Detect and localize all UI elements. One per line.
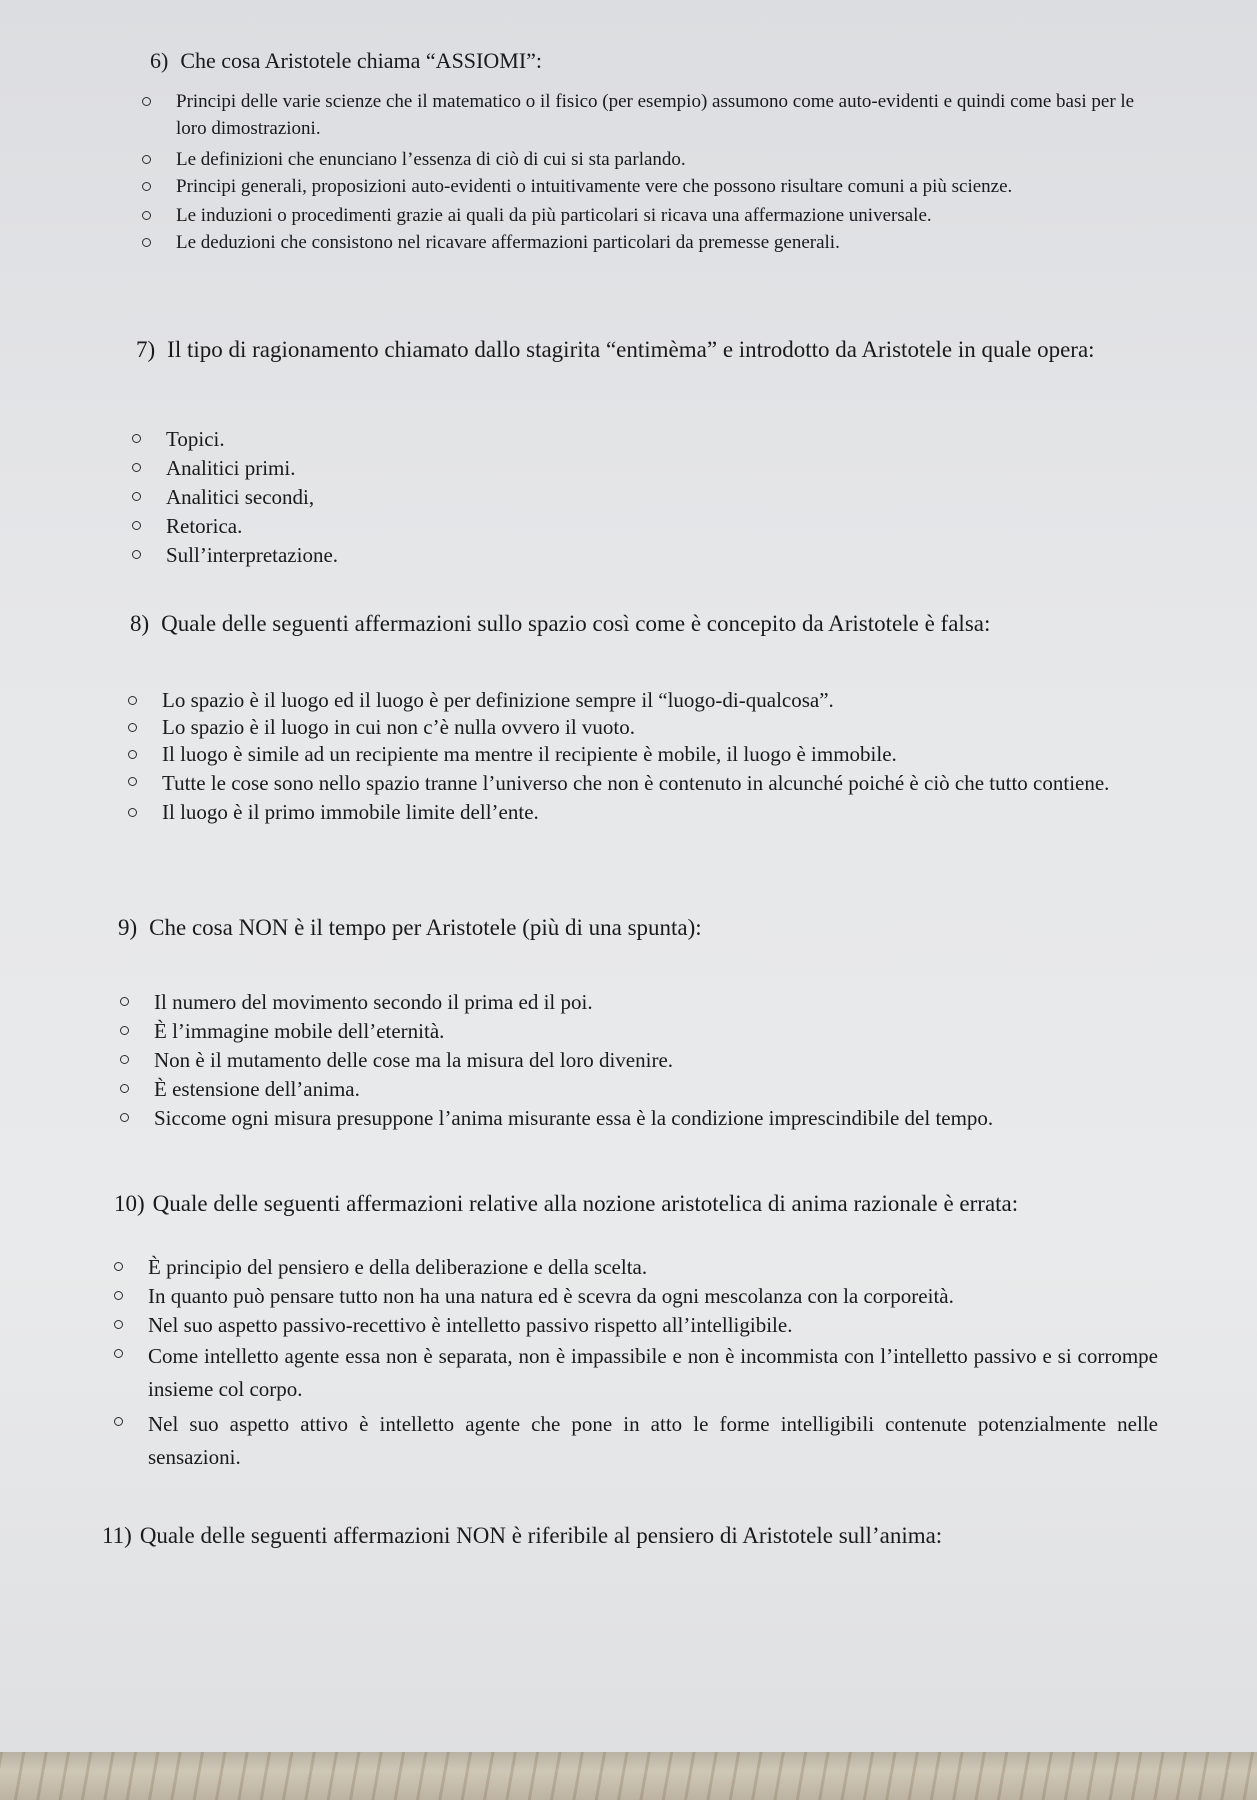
option-item[interactable]: [128, 425, 728, 454]
question-6-options: [138, 88, 1148, 256]
option-item[interactable]: [138, 146, 1148, 173]
option-text: È principio del pensiero e della deliberazione e della scelta.: [148, 1255, 648, 1279]
option-item[interactable]: [110, 1253, 1160, 1282]
option-item[interactable]: [128, 512, 728, 541]
question-9-options: [116, 988, 1156, 1133]
option-text: Retorica.: [166, 514, 243, 538]
option-text: Le definizioni che enunciano l’essenza di ciò di cui si sta parlando.: [176, 149, 686, 170]
radio-circle-icon[interactable]: [132, 434, 141, 443]
option-text: Nel suo aspetto passivo-recettivo è intelletto passivo rispetto all’intelligibile.: [148, 1313, 793, 1337]
option-text: Siccome ogni misura presuppone l’anima misurante essa è la condizione imprescindibile del tempo.: [154, 1106, 994, 1130]
radio-circle-icon[interactable]: [120, 1026, 129, 1035]
option-text: Il luogo è simile ad un recipiente ma mentre il recipiente è mobile, il luogo è immobile.: [162, 742, 897, 766]
radio-circle-icon[interactable]: [128, 696, 137, 705]
question-text: Che cosa NON è il tempo per Aristotele (più di una spunta):: [149, 915, 702, 940]
question-number: 11): [102, 1523, 132, 1548]
question-9-heading: [118, 914, 702, 942]
radio-circle-icon[interactable]: [132, 550, 141, 559]
radio-circle-icon[interactable]: [114, 1417, 123, 1426]
option-text: È estensione dell’anima.: [154, 1077, 360, 1101]
option-item[interactable]: [124, 799, 1144, 826]
question-8-heading: [130, 610, 990, 638]
radio-circle-icon[interactable]: [142, 211, 151, 220]
option-item[interactable]: [124, 714, 1144, 741]
radio-circle-icon[interactable]: [132, 492, 141, 501]
radio-circle-icon[interactable]: [128, 808, 137, 817]
question-text: Quale delle seguenti affermazioni NON è riferibile al pensiero di Aristotele sull’anima:: [139, 1523, 943, 1548]
option-item[interactable]: [116, 988, 1156, 1017]
option-item[interactable]: [116, 1046, 1156, 1075]
option-item[interactable]: [138, 229, 1148, 256]
question-11-heading: [102, 1522, 942, 1550]
radio-circle-icon[interactable]: [120, 1084, 129, 1093]
question-text: Che cosa Aristotele chiama “ASSIOMI”:: [180, 48, 543, 73]
option-text: Analitici primi.: [166, 456, 296, 480]
radio-circle-icon[interactable]: [128, 723, 137, 732]
option-item[interactable]: [124, 741, 1144, 768]
option-item[interactable]: [138, 88, 1148, 142]
option-item[interactable]: [128, 454, 728, 483]
option-item[interactable]: [128, 483, 728, 512]
radio-circle-icon[interactable]: [142, 97, 151, 106]
radio-circle-icon[interactable]: [114, 1291, 123, 1300]
question-number: 6): [150, 48, 169, 73]
option-text: Principi generali, proposizioni auto-evidenti o intuitivamente vere che possono risultare comuni a più scienze.: [176, 176, 1013, 197]
option-item[interactable]: [116, 1017, 1156, 1046]
option-item[interactable]: [124, 768, 1144, 799]
option-item[interactable]: [110, 1282, 1160, 1311]
option-text: Analitici secondi,: [166, 485, 315, 509]
radio-circle-icon[interactable]: [142, 155, 151, 164]
option-text: Le induzioni o procedimenti grazie ai quali da più particolari si ricava una affermazione universale.: [176, 205, 932, 226]
option-item[interactable]: [124, 687, 1144, 714]
radio-circle-icon[interactable]: [114, 1349, 123, 1358]
question-6-heading: [150, 48, 542, 74]
question-7-options: [128, 425, 728, 570]
option-text: Topici.: [166, 427, 225, 451]
option-item[interactable]: [110, 1408, 1160, 1474]
option-text: È l’immagine mobile dell’eternità.: [154, 1019, 445, 1043]
option-text: Lo spazio è il luogo ed il luogo è per definizione sempre il “luogo-di-qualcosa”.: [162, 688, 834, 712]
question-text: Il tipo di ragionamento chiamato dallo stagirita “entimèma” e introdotto da Aristotele in quale opera:: [167, 337, 1095, 362]
option-text: Il luogo è il primo immobile limite dell’ente.: [162, 800, 539, 824]
question-8-options: [124, 687, 1144, 826]
question-number: 10): [114, 1191, 145, 1216]
question-10-heading: [114, 1190, 1018, 1218]
option-item[interactable]: [116, 1075, 1156, 1104]
radio-circle-icon[interactable]: [132, 463, 141, 472]
question-number: 9): [118, 915, 138, 940]
question-number: 7): [136, 337, 156, 362]
option-text: Tutte le cose sono nello spazio tranne l’universo che non è contenuto in alcunché poiché è ciò che tutto contiene.: [162, 771, 1110, 795]
question-text: Quale delle seguenti affermazioni sullo spazio così come è concepito da Aristotele è falsa:: [161, 611, 991, 636]
option-text: Le deduzioni che consistono nel ricavare affermazioni particolari da premesse generali.: [176, 232, 840, 253]
option-text: Principi delle varie scienze che il matematico o il fisico (per esempio) assumono come auto-evidenti e quindi come basi per le loro dimostrazioni.: [176, 91, 1135, 139]
option-item[interactable]: [110, 1311, 1160, 1340]
question-7-heading: [136, 336, 1095, 364]
option-text: Lo spazio è il luogo in cui non c’è nulla ovvero il vuoto.: [162, 715, 635, 739]
question-text: Quale delle seguenti affermazioni relative alla nozione aristotelica di anima razionale è errata:: [152, 1191, 1019, 1216]
radio-circle-icon[interactable]: [114, 1320, 123, 1329]
question-10-options: [110, 1253, 1160, 1474]
radio-circle-icon[interactable]: [132, 521, 141, 530]
option-text: Il numero del movimento secondo il prima ed il poi.: [154, 990, 593, 1014]
radio-circle-icon[interactable]: [142, 182, 151, 191]
option-item[interactable]: [138, 173, 1148, 200]
table-surface: [0, 1752, 1257, 1800]
radio-circle-icon[interactable]: [142, 238, 151, 247]
option-item[interactable]: [110, 1340, 1160, 1406]
option-text: Nel suo aspetto attivo è intelletto agente che pone in atto le forme intelligibili contenute potenzialmente nelle sensazioni.: [148, 1412, 1158, 1469]
option-item[interactable]: [138, 202, 1148, 229]
option-item[interactable]: [116, 1104, 1156, 1133]
radio-circle-icon[interactable]: [120, 997, 129, 1006]
radio-circle-icon[interactable]: [128, 750, 137, 759]
radio-circle-icon[interactable]: [120, 1113, 129, 1122]
option-item[interactable]: [128, 541, 728, 570]
option-text: Non è il mutamento delle cose ma la misura del loro divenire.: [154, 1048, 674, 1072]
option-text: Sull’interpretazione.: [166, 543, 339, 567]
radio-circle-icon[interactable]: [114, 1262, 123, 1271]
option-text: Come intelletto agente essa non è separata, non è impassibile e non è incommista con l’intelletto passivo e si corrompe insieme col corpo.: [148, 1344, 1158, 1401]
question-number: 8): [130, 611, 150, 636]
radio-circle-icon[interactable]: [120, 1055, 129, 1064]
option-text: In quanto può pensare tutto non ha una natura ed è scevra da ogni mescolanza con la corporeità.: [148, 1284, 954, 1308]
radio-circle-icon[interactable]: [128, 777, 137, 786]
